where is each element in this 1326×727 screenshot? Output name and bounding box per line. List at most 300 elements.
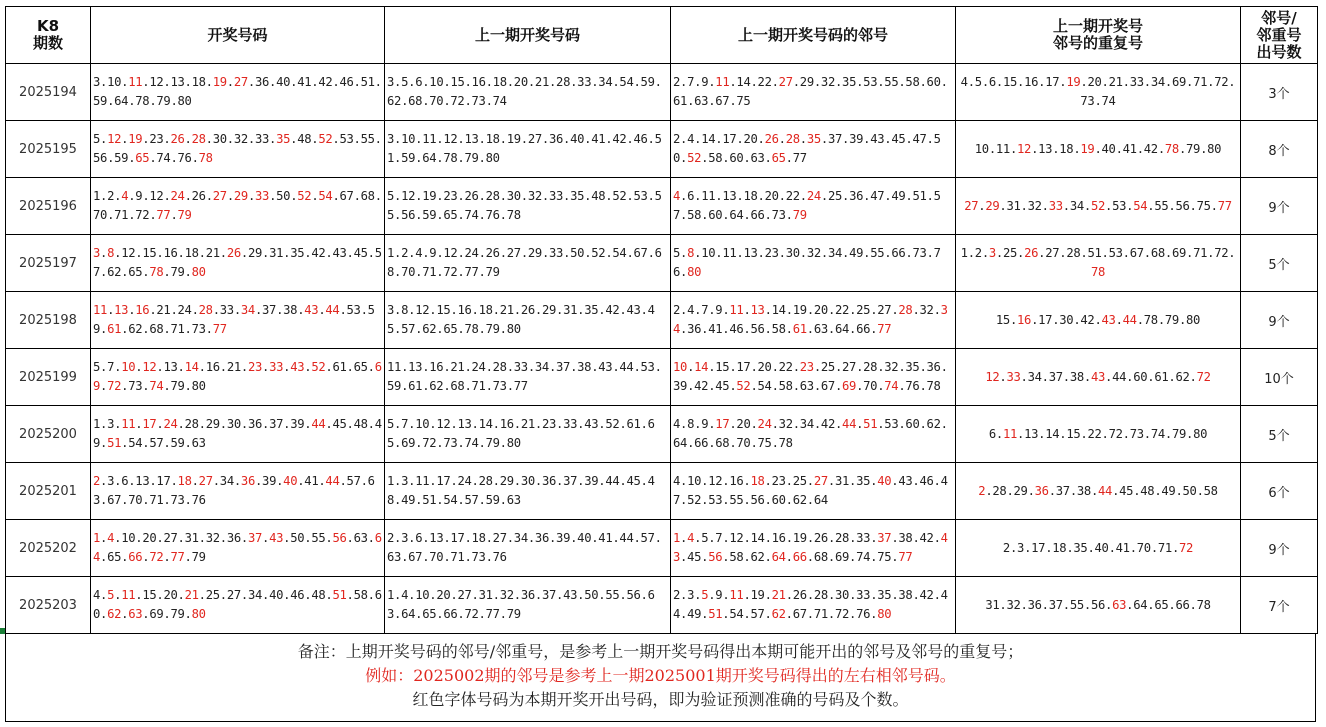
number: 63 (353, 531, 368, 545)
number: 28 (184, 417, 199, 431)
hit-number: 8 (687, 246, 695, 260)
number: 29 (205, 417, 220, 431)
previous-draw-cell[interactable]: 3.10.11.12.13.18.19.27.36.40.41.42.46.51.59.64.78.79.80 (385, 121, 671, 178)
draw-numbers-cell[interactable]: 5.12.19.23.26.28.30.32.33.35.48.52.53.55.56.59.65.74.76.78 (91, 121, 385, 178)
number: 11 (415, 474, 430, 488)
hit-number: 77 (156, 208, 171, 222)
header-period[interactable]: K8 期数 (6, 7, 91, 64)
number: 62 (792, 493, 807, 507)
adjacent-numbers-cell[interactable]: 2.4.7.9.11.13.14.19.20.22.25.27.28.32.34.36.41.46.56.58.61.63.64.66.77 (671, 292, 956, 349)
number: 18 (743, 189, 758, 203)
number: 34 (513, 531, 528, 545)
number: 13 (135, 474, 150, 488)
number: 42 (919, 531, 934, 545)
number: 61 (673, 94, 688, 108)
repeat-numbers-cell[interactable]: 15.16.17.30.42.43.44.78.79.80 (956, 292, 1241, 349)
number: 38 (577, 360, 592, 374)
number: 16 (163, 246, 178, 260)
number: 70 (93, 208, 108, 222)
hit-number: 72 (1196, 369, 1211, 384)
number: 5 (93, 360, 101, 374)
hit-count-cell[interactable]: 7个 (1241, 577, 1318, 634)
number: 55 (1154, 198, 1169, 213)
hit-count-cell[interactable]: 6个 (1241, 463, 1318, 520)
number: 1 (960, 246, 968, 260)
period-cell[interactable]: 2025202 (6, 520, 91, 577)
header-hit-count[interactable]: 邻号/ 邻重号 出号数 (1241, 7, 1318, 64)
number: 45 (687, 550, 702, 564)
number: 68 (813, 550, 828, 564)
number: 45 (715, 379, 730, 393)
hit-number: 61 (792, 322, 807, 336)
adjacent-numbers-cell[interactable]: 2.7.9.11.14.22.27.29.32.35.53.55.58.60.61.63.67.75 (671, 64, 956, 121)
number: 28 (992, 483, 1007, 498)
repeat-numbers-cell[interactable]: 31.32.36.37.55.56.63.64.65.66.78 (956, 577, 1241, 634)
number: 53 (346, 303, 361, 317)
number: 72 (1214, 75, 1229, 89)
number: 59 (485, 493, 500, 507)
repeat-numbers-cell[interactable]: 4.5.6.15.16.17.19.20.21.33.34.69.71.72.73.74 (956, 64, 1241, 121)
hit-number: 13 (750, 303, 765, 317)
header-adjacent-numbers[interactable]: 上一期开奖号码的邻号 (671, 7, 956, 64)
number: 70 (401, 265, 416, 279)
number: 49 (93, 417, 382, 450)
previous-draw-cell[interactable]: 3.8.12.15.16.18.21.26.29.31.35.42.43.45.57.62.65.78.79.80 (385, 292, 671, 349)
previous-draw-cell[interactable]: 5.7.10.12.13.14.16.21.23.33.43.52.61.65.69.72.73.74.79.80 (385, 406, 671, 463)
header-previous-draw[interactable]: 上一期开奖号码 (385, 7, 671, 64)
number: 28 (813, 588, 828, 602)
hit-number: 72 (149, 550, 164, 564)
hit-number: 66 (792, 550, 807, 564)
hit-number: 51 (332, 588, 347, 602)
number: 62 (128, 322, 143, 336)
hit-number: 77 (170, 550, 185, 564)
number: 28 (492, 360, 507, 374)
number: 79 (506, 607, 521, 621)
number: 16 (1024, 75, 1039, 89)
number: 11 (387, 360, 402, 374)
table-row (6, 235, 1318, 292)
number: 20 (764, 189, 779, 203)
number: 2 (673, 303, 681, 317)
number: 32 (884, 360, 899, 374)
adjacent-numbers-cell[interactable]: 4.10.12.16.18.23.25.27.31.35.40.43.46.47.52.53.55.56.60.62.64 (671, 463, 956, 520)
number: 31 (269, 246, 284, 260)
number: 80 (1193, 426, 1208, 441)
number: 68 (360, 189, 375, 203)
period-cell[interactable]: 2025199 (6, 349, 91, 406)
number: 43 (870, 132, 885, 146)
number: 73 (471, 94, 486, 108)
number: 79 (1186, 141, 1201, 156)
hit-number: 8 (107, 246, 115, 260)
hit-number: 19 (212, 75, 227, 89)
number: 20 (513, 75, 528, 89)
hit-number: 14 (694, 360, 709, 374)
number: 49 (849, 246, 864, 260)
number: 10 (429, 75, 444, 89)
hit-count-cell[interactable]: 9个 (1241, 520, 1318, 577)
period-cell[interactable]: 2025195 (6, 121, 91, 178)
number: 17 (722, 132, 737, 146)
number: 69 (1171, 246, 1187, 260)
number: 75 (757, 436, 772, 450)
period-cell[interactable]: 2025197 (6, 235, 91, 292)
number: 79 (485, 265, 500, 279)
number: 56 (93, 151, 108, 165)
number: 25 (827, 189, 843, 203)
number: 47 (870, 189, 885, 203)
number: 80 (506, 436, 521, 450)
number: 75 (1196, 198, 1211, 213)
draw-numbers-cell[interactable]: 3.10.11.12.13.18.19.27.36.40.41.42.46.51.59.64.78.79.80 (91, 64, 385, 121)
repeat-numbers-cell[interactable]: 2.3.17.18.35.40.41.70.71.72 (956, 520, 1241, 577)
number: 40 (577, 531, 592, 545)
number: 55 (1069, 597, 1084, 612)
adjacent-numbers-cell[interactable]: 5.8.10.11.13.23.30.32.34.49.55.66.73.76.80 (671, 235, 956, 292)
adjacent-numbers-cell[interactable]: 2.4.14.17.20.26.28.35.37.39.43.45.47.50.52.58.60.63.65.77 (671, 121, 956, 178)
hit-count-cell[interactable]: 8个 (1241, 121, 1318, 178)
hit-number: 79 (177, 208, 192, 222)
draw-numbers-cell[interactable]: 1.2.4.9.12.24.26.27.29.33.50.52.54.67.68.70.71.72.77.79 (91, 178, 385, 235)
number: 65 (1154, 597, 1169, 612)
draw-numbers-cell[interactable]: 11.13.16.21.24.28.33.34.37.38.43.44.53.59.61.62.68.71.73.77 (91, 292, 385, 349)
number: 36 (926, 360, 941, 374)
number: 64 (729, 208, 744, 222)
number: 3 (107, 417, 115, 431)
hit-number: 35 (276, 132, 291, 146)
number: 62 (750, 550, 765, 564)
number: 11 (722, 246, 737, 260)
repeat-numbers-cell[interactable]: 1.2.3.25.26.27.28.51.53.67.68.69.71.72.78 (956, 235, 1241, 292)
number: 56 (750, 493, 765, 507)
period-cell[interactable]: 2025203 (6, 577, 91, 634)
hit-number: 62 (771, 607, 786, 621)
number: 60 (93, 588, 382, 621)
number: 65 (387, 417, 655, 450)
number: 17 (1045, 75, 1060, 89)
hit-number: 19 (128, 132, 143, 146)
number: 64 (422, 151, 437, 165)
number: 53 (884, 417, 899, 431)
number: 2 (974, 246, 982, 260)
number: 12 (149, 189, 164, 203)
number: 58 (687, 208, 702, 222)
number: 28 (485, 189, 500, 203)
number: 74 (492, 94, 507, 108)
hit-number: 52 (736, 379, 751, 393)
number: 36 (534, 531, 549, 545)
number: 13 (408, 360, 423, 374)
number: 39 (849, 132, 864, 146)
number: 3 (401, 474, 409, 488)
number: 56 (1090, 597, 1106, 612)
number: 12 (708, 474, 723, 488)
number: 58 (1203, 483, 1218, 498)
number: 60 (771, 493, 786, 507)
number: 68 (450, 379, 465, 393)
number: 32 (205, 531, 220, 545)
number: 30 (212, 132, 227, 146)
number: 79 (191, 550, 206, 564)
number: 18 (478, 303, 493, 317)
number: 30 (226, 417, 241, 431)
adjacent-numbers-cell[interactable]: 10.14.15.17.20.22.23.25.27.28.32.35.36.39.42.45.52.54.58.63.67.69.70.74.76.78 (671, 349, 956, 406)
adjacent-numbers-cell[interactable]: 4.6.11.13.18.20.22.24.25.36.47.49.51.57.58.60.64.66.73.79 (671, 178, 956, 235)
number: 79 (170, 607, 185, 621)
number: 9 (429, 246, 437, 260)
hit-number: 44 (1098, 483, 1113, 498)
number: 58 (771, 322, 786, 336)
number: 62 (429, 379, 444, 393)
number: 6 (121, 474, 129, 488)
number: 1 (387, 246, 395, 260)
number: 79 (170, 265, 185, 279)
number: 64 (401, 607, 416, 621)
repeat-numbers-cell[interactable]: 2.28.29.36.37.38.44.45.48.49.50.58 (956, 463, 1241, 520)
hit-number: 80 (191, 265, 206, 279)
hit-count-cell[interactable]: 3个 (1241, 64, 1318, 121)
number: 30 (785, 246, 800, 260)
number: 37 (827, 132, 843, 146)
number: 38 (283, 303, 298, 317)
number: 11 (995, 141, 1010, 156)
number: 34 (827, 246, 843, 260)
number: 61 (408, 379, 423, 393)
draw-numbers-cell[interactable]: 1.4.10.20.27.31.32.36.37.43.50.55.56.63.64.65.66.72.77.79 (91, 520, 385, 577)
hit-number: 1 (673, 531, 681, 545)
number: 20 (436, 588, 451, 602)
number: 69 (1171, 75, 1187, 89)
hit-number: 16 (1017, 312, 1032, 327)
hit-number: 29 (985, 198, 1000, 213)
note-line-2-example: 例如：2025002期的邻号是参考上一期2025001期开奖号码得出的左右相邻号码。 (365, 666, 956, 685)
hit-number: 36 (1034, 483, 1049, 498)
repeat-numbers-cell[interactable]: 27.29.31.32.33.34.52.53.54.55.56.75.77 (956, 178, 1241, 235)
draw-numbers-cell[interactable]: 1.3.11.17.24.28.29.30.36.37.39.44.45.48.49.51.54.57.59.63 (91, 406, 385, 463)
hit-number: 10 (121, 360, 136, 374)
number: 53 (640, 360, 655, 374)
hit-count-cell[interactable]: 10个 (1241, 349, 1318, 406)
number: 21 (156, 303, 171, 317)
number: 53 (1112, 198, 1127, 213)
number: 41 (1122, 141, 1137, 156)
hit-number: 26 (764, 132, 779, 146)
table-row (6, 64, 1318, 121)
table-row (6, 178, 1318, 235)
number: 42 (1143, 141, 1158, 156)
hit-number: 21 (771, 588, 786, 602)
number: 33 (254, 132, 270, 146)
number: 40 (570, 132, 585, 146)
number: 39 (262, 474, 277, 488)
number: 55 (884, 75, 899, 89)
number: 56 (401, 208, 416, 222)
number: 30 (520, 474, 535, 488)
number: 67 (820, 379, 835, 393)
number: 30 (1059, 312, 1074, 327)
number: 37 (563, 474, 578, 488)
number: 77 (464, 265, 479, 279)
number: 73 (771, 208, 786, 222)
hit-number: 10 (673, 360, 688, 374)
number: 35 (1073, 540, 1088, 555)
number: 9 (701, 75, 709, 89)
hit-number: 27 (813, 474, 828, 488)
period-cell[interactable]: 2025200 (6, 406, 91, 463)
number: 79 (156, 94, 171, 108)
previous-draw-cell[interactable]: 3.5.6.10.15.16.18.20.21.28.33.34.54.59.62.68.70.72.73.74 (385, 64, 671, 121)
period-cell[interactable]: 2025198 (6, 292, 91, 349)
number: 76 (856, 607, 871, 621)
hit-count-cell[interactable]: 9个 (1241, 292, 1318, 349)
number: 63 (191, 436, 206, 450)
header-draw-numbers[interactable]: 开奖号码 (91, 7, 385, 64)
number: 74 (464, 208, 479, 222)
period-cell[interactable]: 2025201 (6, 463, 91, 520)
number: 19 (792, 303, 807, 317)
previous-draw-cell[interactable]: 1.3.11.17.24.28.29.30.36.37.39.44.45.48.49.51.54.57.59.63 (385, 463, 671, 520)
number: 10 (415, 588, 430, 602)
period-cell[interactable]: 2025194 (6, 64, 91, 121)
table-row (6, 577, 1318, 634)
number: 20 (757, 360, 772, 374)
number: 10 (121, 531, 136, 545)
draw-numbers-cell[interactable]: 5.7.10.12.13.14.16.21.23.33.43.52.61.65.69.72.73.74.79.80 (91, 349, 385, 406)
hit-number: 66 (128, 550, 143, 564)
number: 28 (556, 75, 571, 89)
repeat-numbers-cell[interactable]: 12.33.34.37.38.43.44.60.61.62.72 (956, 349, 1241, 406)
adjacent-numbers-cell[interactable]: 2.3.5.9.11.19.21.26.28.30.33.35.38.42.44.49.51.54.57.62.67.71.72.76.80 (671, 577, 956, 634)
number: 69 (149, 607, 164, 621)
hit-number: 11 (128, 75, 143, 89)
number: 50 (1182, 483, 1197, 498)
number: 2 (107, 189, 115, 203)
number: 1 (387, 588, 395, 602)
hit-count-cell[interactable]: 9个 (1241, 178, 1318, 235)
adjacent-numbers-cell[interactable]: 1.4.5.7.12.14.16.19.26.28.33.37.38.42.43.45.56.58.62.64.66.68.69.74.75.77 (671, 520, 956, 577)
hit-number: 74 (884, 379, 899, 393)
number: 2 (401, 246, 409, 260)
number: 48 (591, 189, 606, 203)
hit-number: 56 (332, 531, 347, 545)
hit-number: 34 (673, 303, 948, 336)
hit-number: 44 (325, 474, 340, 488)
number: 41 (598, 531, 613, 545)
number: 33 (856, 531, 871, 545)
number: 72 (135, 208, 150, 222)
number: 8 (687, 417, 695, 431)
number: 64 (673, 436, 688, 450)
previous-draw-cell[interactable]: 2.3.6.13.17.18.27.34.36.39.40.41.44.57.63.67.70.71.73.76 (385, 520, 671, 577)
number: 26 (191, 189, 206, 203)
number: 10 (415, 417, 430, 431)
number: 65 (422, 607, 437, 621)
hit-number: 29 (233, 189, 248, 203)
number: 25 (205, 588, 220, 602)
number: 34 (219, 474, 234, 488)
number: 19 (750, 588, 765, 602)
number: 57 (149, 436, 164, 450)
hit-number: 54 (1133, 198, 1148, 213)
number: 66 (856, 322, 871, 336)
number: 33 (1129, 75, 1144, 89)
number: 18 (191, 75, 206, 89)
number: 35 (842, 75, 857, 89)
number: 41 (708, 322, 723, 336)
draw-numbers-cell[interactable]: 4.5.11.15.20.21.25.27.34.40.46.48.51.58.60.62.63.69.79.80 (91, 577, 385, 634)
hit-number: 51 (107, 436, 122, 450)
repeat-numbers-cell[interactable]: 6.11.13.14.15.22.72.73.74.79.80 (956, 406, 1241, 463)
number: 28 (863, 360, 878, 374)
number: 68 (387, 246, 662, 279)
number: 60 (729, 151, 744, 165)
number: 52 (612, 189, 627, 203)
number: 22 (835, 303, 850, 317)
previous-draw-cell[interactable]: 11.13.16.21.24.28.33.34.37.38.43.44.53.59.61.62.68.71.73.77 (385, 349, 671, 406)
draw-numbers-cell[interactable]: 3.8.12.15.16.18.21.26.29.31.35.42.43.45.57.62.65.78.79.80 (91, 235, 385, 292)
number: 37 (1055, 483, 1070, 498)
number: 72 (464, 607, 479, 621)
hit-number: 52 (687, 151, 702, 165)
number: 59 (114, 151, 129, 165)
hit-number: 18 (177, 474, 192, 488)
number: 71 (114, 208, 129, 222)
draw-numbers-cell[interactable]: 2.3.6.13.17.18.27.34.36.39.40.41.44.57.63.67.70.71.73.76 (91, 463, 385, 520)
number: 43 (332, 246, 347, 260)
hit-number: 12 (1017, 141, 1032, 156)
hit-number: 78 (1090, 265, 1106, 279)
hit-number: 64 (93, 531, 382, 564)
number: 12 (729, 531, 744, 545)
number: 7 (687, 75, 695, 89)
repeat-numbers-cell[interactable]: 10.11.12.13.18.19.40.41.42.78.79.80 (956, 121, 1241, 178)
number: 71 (1193, 246, 1208, 260)
header-repeat-numbers[interactable]: 上一期开奖号 邻号的重复号 (956, 7, 1241, 64)
previous-draw-cell[interactable]: 1.4.10.20.27.31.32.36.37.43.50.55.56.63.64.65.66.72.77.79 (385, 577, 671, 634)
previous-draw-cell[interactable]: 1.2.4.9.12.24.26.27.29.33.50.52.54.67.68.70.71.72.77.79 (385, 235, 671, 292)
number: 6 (988, 75, 996, 89)
number: 18 (1052, 540, 1067, 555)
number: 12 (443, 246, 458, 260)
number: 13 (722, 189, 737, 203)
hit-number: 80 (687, 265, 702, 279)
number: 76 (191, 493, 206, 507)
number: 17 (436, 474, 451, 488)
number: 79 (485, 322, 500, 336)
number: 67 (339, 189, 354, 203)
hit-count-cell[interactable]: 5个 (1241, 406, 1318, 463)
previous-draw-cell[interactable]: 5.12.19.23.26.28.30.32.33.35.48.52.53.55.56.59.65.74.76.78 (385, 178, 671, 235)
hit-number: 11 (121, 588, 136, 602)
hit-number: 27 (233, 75, 248, 89)
hit-number: 21 (184, 588, 199, 602)
number: 13 (429, 531, 444, 545)
number: 42 (694, 379, 709, 393)
hit-number: 77 (898, 550, 913, 564)
number: 28 (1066, 246, 1081, 260)
number: 40 (1101, 141, 1116, 156)
number: 34 (1069, 198, 1084, 213)
adjacent-numbers-cell[interactable]: 4.8.9.17.20.24.32.34.42.44.51.53.60.62.64.66.68.70.75.78 (671, 406, 956, 463)
number: 2 (673, 132, 681, 146)
number: 55 (360, 132, 375, 146)
number: 2 (673, 588, 681, 602)
hit-number: 52 (318, 132, 333, 146)
hit-number: 28 (898, 303, 913, 317)
period-cell[interactable]: 2025196 (6, 178, 91, 235)
hit-count-cell[interactable]: 5个 (1241, 235, 1318, 292)
